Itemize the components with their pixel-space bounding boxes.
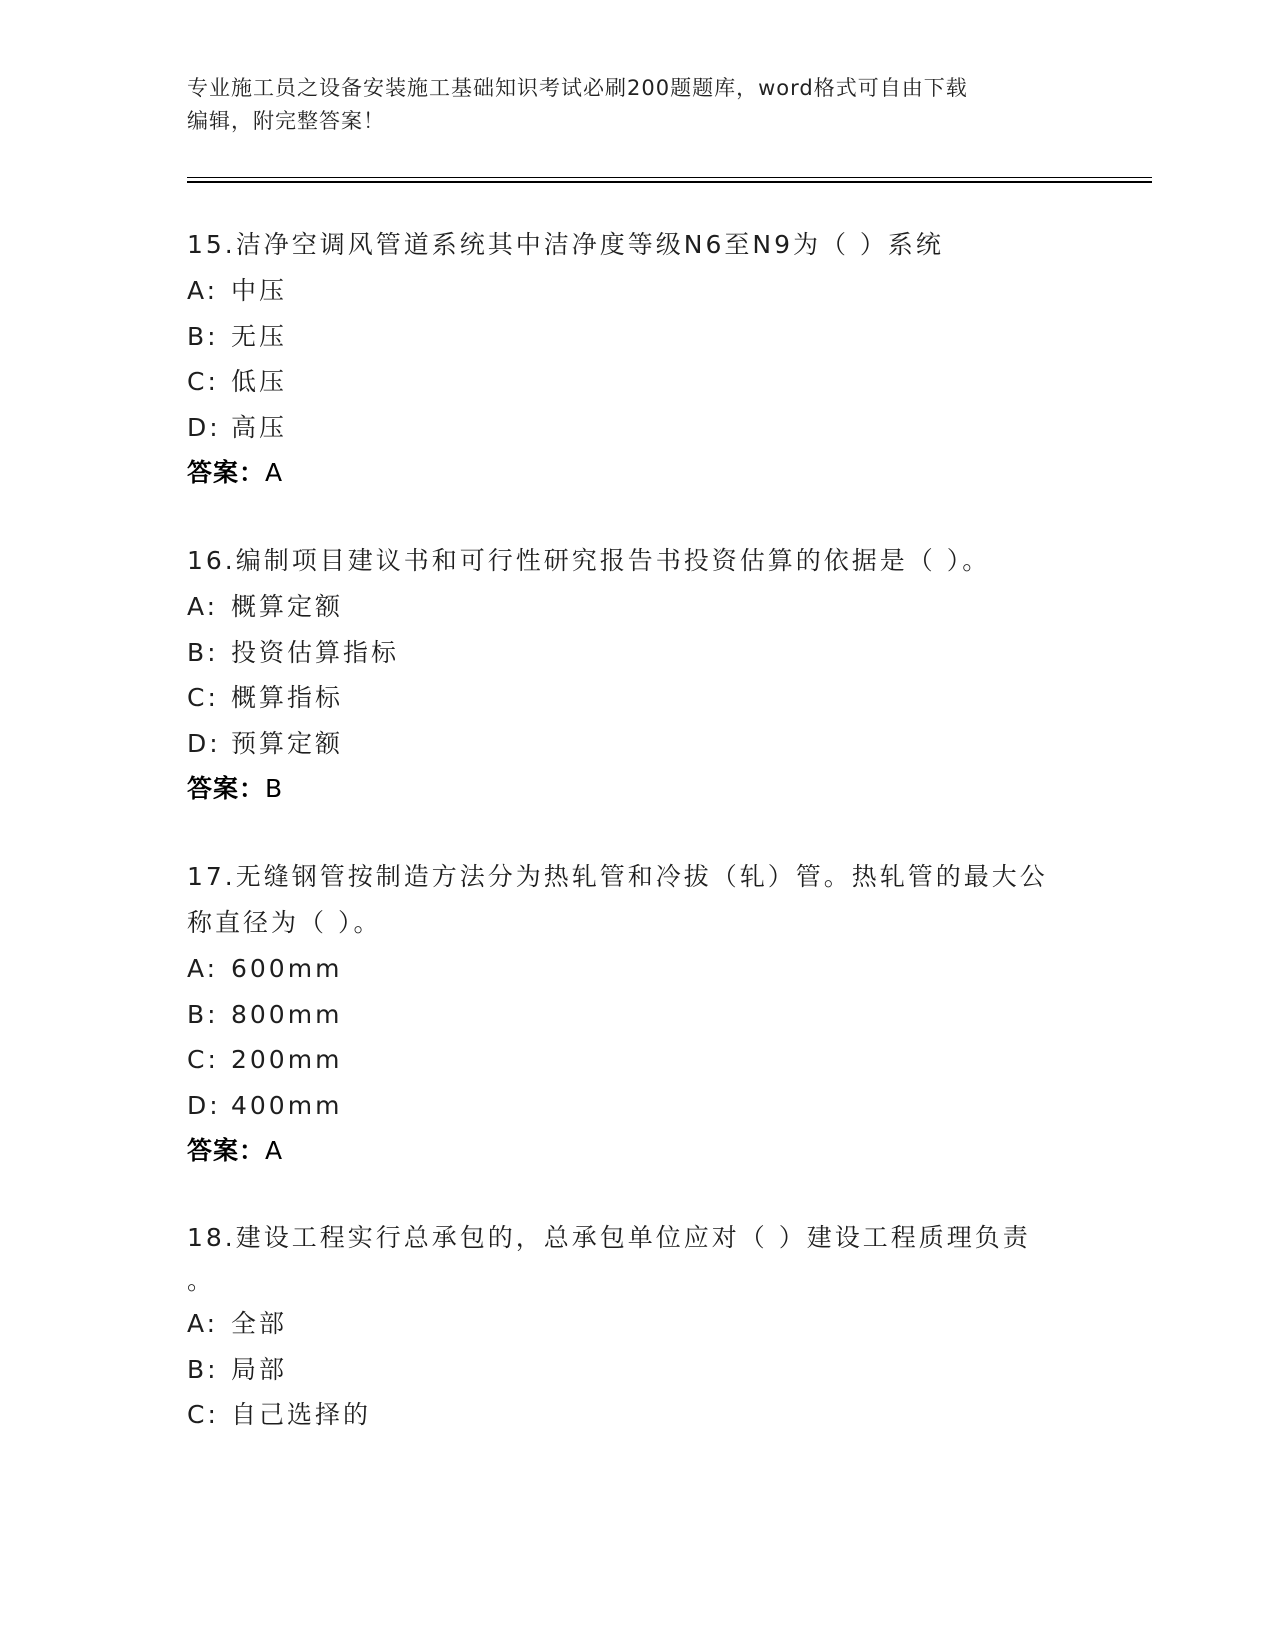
- answer-label: 答案：: [187, 774, 266, 803]
- option-letter: B:: [187, 637, 219, 667]
- option-d: [187, 721, 1087, 767]
- option-letter: C:: [187, 683, 219, 712]
- option-text: 概算指标: [231, 683, 344, 712]
- option-text: 200mm: [231, 1045, 343, 1074]
- option-a: [187, 268, 1087, 314]
- option-text: 自己选择的: [231, 1400, 372, 1429]
- option-letter: B:: [187, 321, 219, 351]
- header-line-2: 编辑，附完整答案！: [187, 109, 385, 133]
- answer-value: A: [265, 1136, 284, 1165]
- option-c: [187, 1037, 1087, 1083]
- option-text: 全部: [231, 1309, 288, 1338]
- option-text: 投资估算指标: [231, 637, 400, 667]
- option-b: [187, 1347, 1087, 1393]
- option-text: 低压: [231, 367, 288, 396]
- option-text: 预算定额: [231, 728, 344, 758]
- option-letter: C:: [187, 1400, 219, 1429]
- option-c: [187, 675, 1087, 721]
- option-text: 中压: [231, 276, 288, 305]
- option-letter: A:: [187, 592, 219, 621]
- question-block: [187, 1215, 1087, 1438]
- option-c: [187, 359, 1087, 405]
- option-text: 800mm: [231, 999, 343, 1029]
- answer-line: [187, 766, 1087, 812]
- option-text: 400mm: [231, 1090, 343, 1120]
- answer-value: A: [265, 458, 284, 487]
- option-text: 无压: [231, 321, 288, 351]
- option-text: 600mm: [231, 954, 343, 983]
- option-text: 概算定额: [231, 592, 344, 621]
- answer-line: [187, 450, 1087, 496]
- header-divider-thick: [187, 181, 1152, 183]
- question-stem-line-2: 称直径为（ ）。: [187, 908, 382, 937]
- option-text: 高压: [231, 412, 288, 442]
- option-letter: D:: [187, 728, 221, 758]
- option-letter: A:: [187, 1309, 219, 1338]
- answer-label: 答案：: [187, 458, 266, 487]
- answer-line: [187, 1128, 1087, 1174]
- option-text: 局部: [231, 1354, 288, 1384]
- question-stem: 16.编制项目建议书和可行性研究报告书投资估算的依据是（ ）。: [187, 546, 991, 575]
- option-letter: C:: [187, 1045, 219, 1074]
- option-letter: A:: [187, 954, 219, 983]
- question-stem-line-2: 。: [187, 1266, 216, 1295]
- option-letter: B:: [187, 999, 219, 1029]
- option-b: [187, 992, 1087, 1038]
- option-d: [187, 405, 1087, 451]
- answer-label: 答案：: [187, 1136, 266, 1165]
- question-block: [187, 222, 1087, 496]
- question-stem: 15.洁净空调风管道系统其中洁净度等级N6至N9为（ ）系统: [187, 230, 944, 259]
- option-letter: B:: [187, 1354, 219, 1384]
- option-a: [187, 1301, 1087, 1347]
- option-letter: D:: [187, 412, 221, 442]
- option-c: [187, 1392, 1087, 1438]
- option-letter: C:: [187, 367, 219, 396]
- header-line-1: 专业施工员之设备安装施工基础知识考试必刷200题题库，word格式可自由下载: [187, 76, 968, 100]
- option-d: [187, 1083, 1087, 1129]
- option-a: [187, 946, 1087, 992]
- document-header: [187, 72, 1087, 138]
- question-block: [187, 538, 1087, 812]
- option-b: [187, 630, 1087, 676]
- option-b: [187, 314, 1087, 360]
- header-divider-thin: [187, 177, 1152, 178]
- answer-value: B: [265, 774, 284, 803]
- option-a: [187, 584, 1087, 630]
- option-letter: A:: [187, 276, 219, 305]
- option-letter: D:: [187, 1090, 221, 1120]
- question-block: [187, 854, 1087, 1174]
- question-stem-line-1: 18.建设工程实行总承包的，总承包单位应对（ ）建设工程质理负责: [187, 1223, 1031, 1252]
- question-stem-line-1: 17.无缝钢管按制造方法分为热轧管和冷拔（轧）管。热轧管的最大公: [187, 862, 1048, 891]
